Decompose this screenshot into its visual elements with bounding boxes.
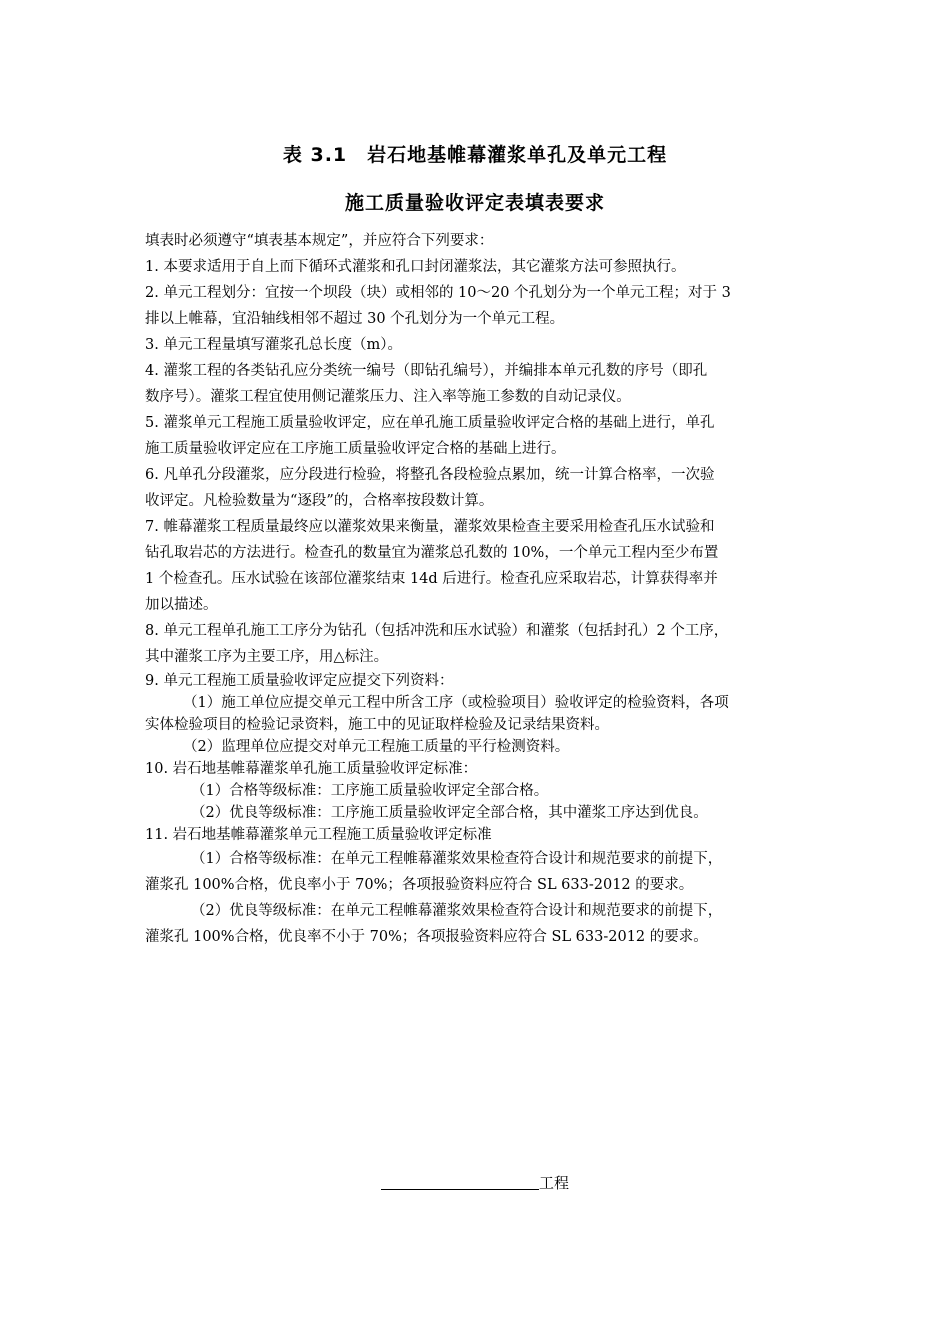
item-9-sub-1-line: 实体检验项目的检验记录资料，施工中的见证取样检验及记录结果资料。 xyxy=(145,717,609,733)
project-name-line xyxy=(0,1172,950,1193)
item-11-sub-1-line: 灌浆孔 100%合格，优良率小于 70%；各项报验资料应符合 SL 633-2012 的要求。 xyxy=(145,877,694,893)
project-suffix: 工程 xyxy=(538,1174,569,1192)
item-10-line: 10. 岩石地基帷幕灌浆单孔施工质量验收评定标准： xyxy=(145,761,478,777)
item-11-sub-2-line: （2）优良等级标准：在单元工程帷幕灌浆效果检查符合设计和规范要求的前提下， xyxy=(191,903,723,919)
item-11-sub-1-line: （1）合格等级标准：在单元工程帷幕灌浆效果检查符合设计和规范要求的前提下， xyxy=(191,851,723,867)
item-5-line: 施工质量验收评定应在工序施工质量验收评定合格的基础上进行。 xyxy=(145,441,566,457)
intro-line: 填表时必须遵守“填表基本规定”，并应符合下列要求： xyxy=(145,233,494,249)
item-7-line: 1 个检查孔。压水试验在该部位灌浆结束 14d 后进行。检查孔应采取岩芯，计算获得率并 xyxy=(145,571,718,587)
item-2-line: 2. 单元工程划分：宜按一个坝段（块）或相邻的 10～20 个孔划分为一个单元工程；对于 3 xyxy=(145,285,731,301)
item-11-line: 11. 岩石地基帷幕灌浆单元工程施工质量验收评定标准 xyxy=(145,827,492,843)
item-7-line: 7. 帷幕灌浆工程质量最终应以灌浆效果来衡量，灌浆效果检查主要采用检查孔压水试验和 xyxy=(145,519,715,535)
item-6-line: 6. 凡单孔分段灌浆，应分段进行检验，将整孔各段检验点累加，统一计算合格率，一次验 xyxy=(145,467,715,483)
item-9-sub-2-line: （2）监理单位应提交对单元工程施工质量的平行检测资料。 xyxy=(183,739,570,755)
item-2-line: 排以上帷幕，宜沿轴线相邻不超过 30 个孔划分为一个单元工程。 xyxy=(145,311,565,327)
item-11-sub-2-line: 灌浆孔 100%合格，优良率不小于 70%；各项报验资料应符合 SL 633-2012 的要求。 xyxy=(145,929,708,945)
item-7-line: 钻孔取岩芯的方法进行。检查孔的数量宜为灌浆总孔数的 10%，一个单元工程内至少布置 xyxy=(145,545,719,561)
item-5-line: 5. 灌浆单元工程施工质量验收评定，应在单孔施工质量验收评定合格的基础上进行，单孔 xyxy=(145,415,715,431)
item-4-line: 数序号）。灌浆工程宜使用侧记灌浆压力、注入率等施工参数的自动记录仪。 xyxy=(145,389,631,405)
item-9-sub-1-line: （1）施工单位应提交单元工程中所含工序（或检验项目）验收评定的检验资料，各项 xyxy=(183,695,729,711)
item-8-line: 其中灌浆工序为主要工序，用△标注。 xyxy=(145,649,389,665)
item-10-sub-1-line: （1）合格等级标准：工序施工质量验收评定全部合格。 xyxy=(191,783,549,799)
item-3-line: 3. 单元工程量填写灌浆孔总长度（m）。 xyxy=(145,337,402,353)
item-9-line: 9. 单元工程施工质量验收评定应提交下列资料： xyxy=(145,673,454,689)
item-10-sub-2-line: （2）优良等级标准：工序施工质量验收评定全部合格，其中灌浆工序达到优良。 xyxy=(191,805,708,821)
item-8-line: 8. 单元工程单孔施工工序分为钻孔（包括冲洗和压水试验）和灌浆（包括封孔）2 个工序， xyxy=(145,623,729,639)
item-6-line: 收评定。凡检验数量为“逐段”的，合格率按段数计算。 xyxy=(145,493,494,509)
project-name-blank[interactable] xyxy=(381,1173,539,1190)
requirements-body xyxy=(145,228,810,950)
item-1-line: 1. 本要求适用于自上而下循环式灌浆和孔口封闭灌浆法，其它灌浆方法可参照执行。 xyxy=(145,259,686,275)
item-7-line: 加以描述。 xyxy=(145,597,218,613)
item-4-line: 4. 灌浆工程的各类钻孔应分类统一编号（即钻孔编号），并编排本单元孔数的序号（即孔 xyxy=(145,363,708,379)
document-title: 表 3.1 岩石地基帷幕灌浆单孔及单元工程 xyxy=(282,144,668,166)
document-subtitle: 施工质量验收评定表填表要求 xyxy=(344,192,605,214)
